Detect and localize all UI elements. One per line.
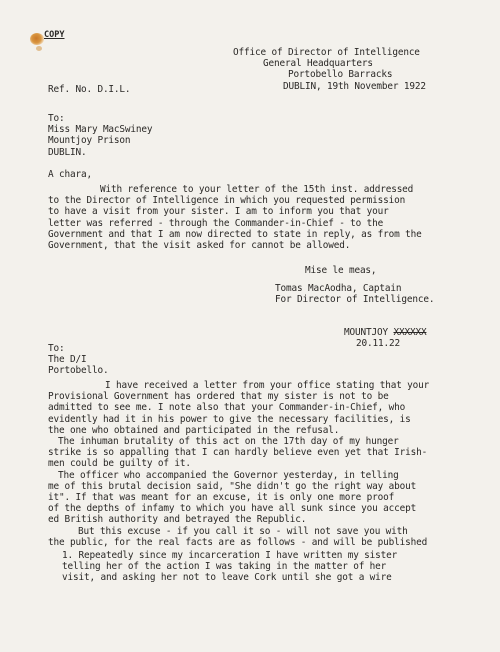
numbered-line: 1. Repeatedly since my incarceration I have written my sister <box>62 550 398 561</box>
address-line: Miss Mary MacSwiney <box>48 124 153 136</box>
closing: Mise le meas, <box>305 265 377 276</box>
body-line: I have received a letter from your office stating that your <box>105 380 430 391</box>
body-line: the one who obtained and participated in the refusal. <box>48 424 340 436</box>
address-line: DUBLIN. <box>48 146 87 158</box>
body-line: The officer who accompanied the Governor yesterday, in telling <box>58 469 399 481</box>
body-line: With reference to your letter of the 15th inst. addressed <box>100 184 414 195</box>
ink-stain <box>30 33 44 45</box>
letter1-address <box>48 113 152 158</box>
body-line: Government and that I am now directed to state in reply, as from the <box>48 228 422 240</box>
address-line: Portobello. <box>48 365 109 377</box>
body-line: admitted to see me. I note also that your Commander-in-Chief, who <box>48 402 406 414</box>
office-line: Portobello Barracks <box>288 69 393 81</box>
letter2-place <box>344 327 426 338</box>
reference-number: Ref. No. D.I.L. <box>48 84 131 95</box>
body-line: The inhuman brutality of this act on the 17th day of my hunger <box>58 436 399 448</box>
address-line: The D/I <box>48 354 87 366</box>
numbered-point-1 <box>62 550 397 584</box>
salutation: A chara, <box>48 169 92 180</box>
place-text: MOUNTJOY <box>344 327 388 338</box>
signature: Tomas MacAodha, Captain <box>275 283 402 294</box>
letter2-body <box>48 380 429 548</box>
to-label: To: <box>48 113 65 124</box>
address-line: Mountjoy Prison <box>48 135 131 147</box>
office-date: DUBLIN, 19th November 1922 <box>283 80 426 92</box>
place-struck: XXXXXX <box>393 327 427 338</box>
body-line: of the depths of infamy to which you have all sunk since you accept <box>48 503 417 515</box>
signature-title: For Director of Intelligence. <box>275 294 435 305</box>
body-line: to the Director of Intelligence in which you requested permission <box>48 195 406 207</box>
body-line: the public, for the real facts are as follows - and will be published <box>48 536 428 548</box>
numbered-line: visit, and asking her not to leave Cork until she got a wire <box>62 572 392 584</box>
office-header <box>233 47 426 92</box>
body-line: letter was referred - through the Commander-in-Chief - to the <box>48 217 384 229</box>
body-line: evidently had it in his power to give the necessary facilities, is <box>48 413 411 425</box>
body-line: me of this brutal decision said, "She didn't go the right way about <box>48 480 417 492</box>
body-line: strike is so appalling that I can hardly believe even yet that Irish- <box>48 447 428 459</box>
office-line: General Headquarters <box>263 58 373 70</box>
letter2-address <box>48 343 108 377</box>
body-line: to have a visit from your sister. I am to inform you that your <box>48 206 389 218</box>
letter1-body <box>48 184 422 251</box>
body-line: Provisional Government has ordered that my sister is not to be <box>48 391 389 403</box>
office-line: Office of Director of Intelligence <box>233 47 420 58</box>
to-label: To: <box>48 343 65 354</box>
body-line: it". If that was meant for an excuse, it is only one more proof <box>48 492 395 504</box>
body-line: ed British authority and betrayed the Republic. <box>48 514 307 526</box>
numbered-line: telling her of the action I was taking in the matter of her <box>62 561 387 573</box>
copy-label: COPY <box>44 30 65 40</box>
ink-stain-small <box>36 46 42 51</box>
body-line: But this excuse - if you call it so - will not save you with <box>78 525 408 537</box>
body-line: Government, that the visit asked for cannot be allowed. <box>48 240 351 252</box>
body-line: men could be guilty of it. <box>48 458 191 470</box>
letter2-date: 20.11.22 <box>356 338 400 349</box>
